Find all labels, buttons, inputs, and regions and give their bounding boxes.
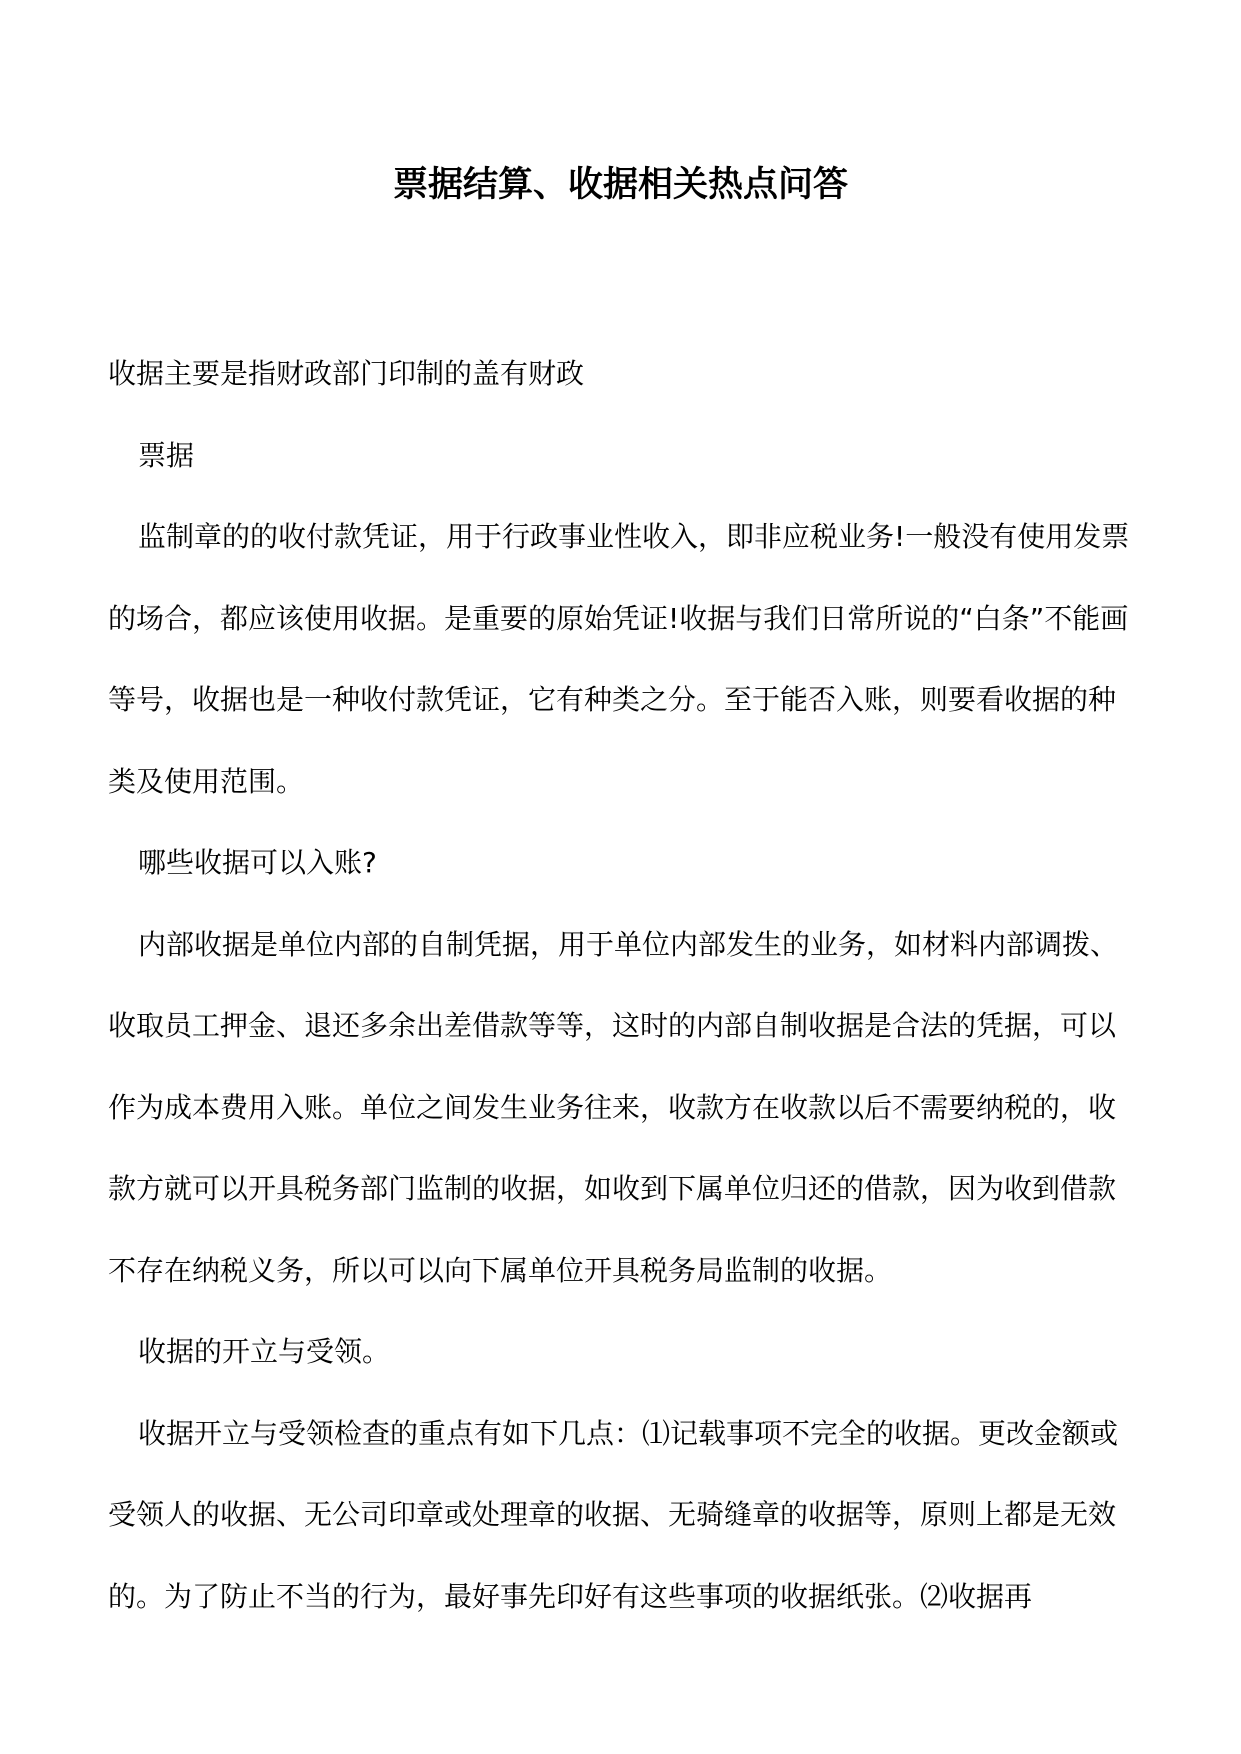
paragraph-4: 哪些收据可以入账? [138,846,377,879]
paragraph-6: 收据的开立与受领。 [138,1335,391,1368]
paragraph-2: 票据 [138,438,195,472]
paragraph-3: 监制章的的收付款凭证，用于行政事业性收入，即非应税业务!一般没有使用发票的场合，都应该使用收据。是重要的原始凭证!收据与我们日常所说的“白条”不能画等号，收据也是一种收付款凭证，它有种类之分。至于能否入账，则要看收据的种类及使用范围。 [108,520,1130,798]
document-title: 票据结算、收据相关热点问答 [392,165,848,205]
paragraph-5: 内部收据是单位内部的自制凭据，用于单位内部发生的业务，如材料内部调拨、收取员工押金、退还多余出差借款等等，这时的内部自制收据是合法的凭据，可以作为成本费用入账。单位之间发生业务往来，收款方在收款以后不需要纳税的，收款方就可以开具税务部门监制的收据，如收到下属单位归还的借款，因为收到借款不存在纳税义务，所以可以向下属单位开具税务局监制的收据。 [108,927,1119,1287]
paragraph-1: 收据主要是指财政部门印制的盖有财政 [108,357,585,390]
paragraph-7: 收据开立与受领检查的重点有如下几点：⑴记载事项不完全的收据。更改金额或受领人的收据、无公司印章或处理章的收据、无骑缝章的收据等，原则上都是无效的。为了防止不当的行为，最好事先印好有这些事项的收据纸张。⑵收据再 [108,1416,1119,1613]
document-body [108,333,1138,1637]
